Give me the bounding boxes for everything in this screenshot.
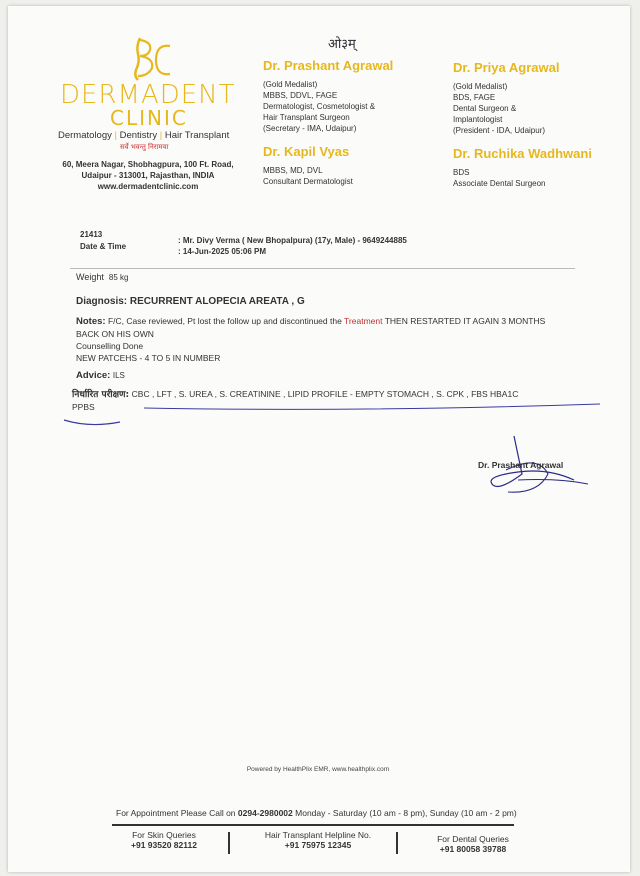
notes-block: Notes: F/C, Case reviewed, Pt lost the follow up and discontinued the Treatment THEN RESTARTED IT AGAIN 3 MONTHS BACK ON HIS OWN Counselling Done NEW PATCEHS - 4 TO 5 IN NUMBER <box>76 316 546 363</box>
patient-id: 21413 <box>80 230 103 239</box>
doctor-block-kapil: Dr. Kapil Vyas MBBS, MD, DVL Consultant Dermatologist <box>263 144 353 186</box>
advice-row: Advice: ILS <box>76 370 125 381</box>
diagnosis-row: Diagnosis: RECURRENT ALOPECIA AREATA , G <box>76 296 305 307</box>
patient-name-line: : Mr. Divy Verma ( New Bhopalpura) (17y, Male) - 9649244885 <box>178 236 407 245</box>
weight-row: Weight 85 kg <box>76 272 129 282</box>
contact-dental: For Dental Queries +91 80058 39788 <box>437 834 509 854</box>
clinic-logo-icon <box>126 36 174 82</box>
doctor-block-ruchika: Dr. Ruchika Wadhwani BDS Associate Dental Surgeon <box>453 146 592 188</box>
footer-divider <box>112 824 514 826</box>
footer-separator <box>228 832 230 854</box>
handwritten-underline-mark <box>60 400 620 430</box>
powered-by: Powered by HealthPlix EMR, www.healthplix.com <box>246 766 390 773</box>
clinic-services: Dermatology | Dentistry | Hair Transplant <box>58 130 230 141</box>
clinic-address: 60, Meera Nagar, Shobhagpura, 100 Ft. Road, Udaipur - 313001, Rajasthan, INDIA www.dermadentclinic.com <box>62 160 234 191</box>
date-label: Date & Time <box>80 242 127 251</box>
clinic-name-line2: CLINIC <box>110 106 188 130</box>
doctor-block-priya: Dr. Priya Agrawal (Gold Medalist) BDS, FAGE Dental Surgeon & Implantologist (President - IDA, Udaipur) <box>453 60 560 135</box>
signature-name: Dr. Prashant Agrawal <box>478 460 564 470</box>
prescription-page <box>8 6 630 872</box>
clinic-name-line1: DERMADENT <box>60 80 236 110</box>
tests-block: निर्धारित परीक्षण: CBC , LFT , S. UREA , S. CREATININE , LIPID PROFILE - EMPTY STOMACH , S. CPK , FBS HBA1C PPBS <box>72 389 519 412</box>
om-symbol: ओ३म् <box>328 37 356 52</box>
contact-skin: For Skin Queries +91 93520 82112 <box>131 830 197 850</box>
date-value: : 14-Jun-2025 05:06 PM <box>178 247 267 256</box>
clinic-hindi-tagline: सर्वे भवन्तु निरामया <box>120 143 169 151</box>
contact-hair-transplant: Hair Transplant Helpline No. +91 75975 12345 <box>264 830 372 850</box>
footer-separator <box>396 832 398 854</box>
appointment-line: For Appointment Please Call on 0294-2980002 Monday - Saturday (10 am - 8 pm), Sunday (10 am - 2 pm) <box>116 808 517 818</box>
doctor-block-prashant: Dr. Prashant Agrawal (Gold Medalist) MBBS, DDVL, FAGE Dermatologist, Cosmetologist & Hair Transplant Surgeon (Secretary - IMA, Udaipur) <box>263 58 394 133</box>
meta-divider <box>70 268 575 269</box>
